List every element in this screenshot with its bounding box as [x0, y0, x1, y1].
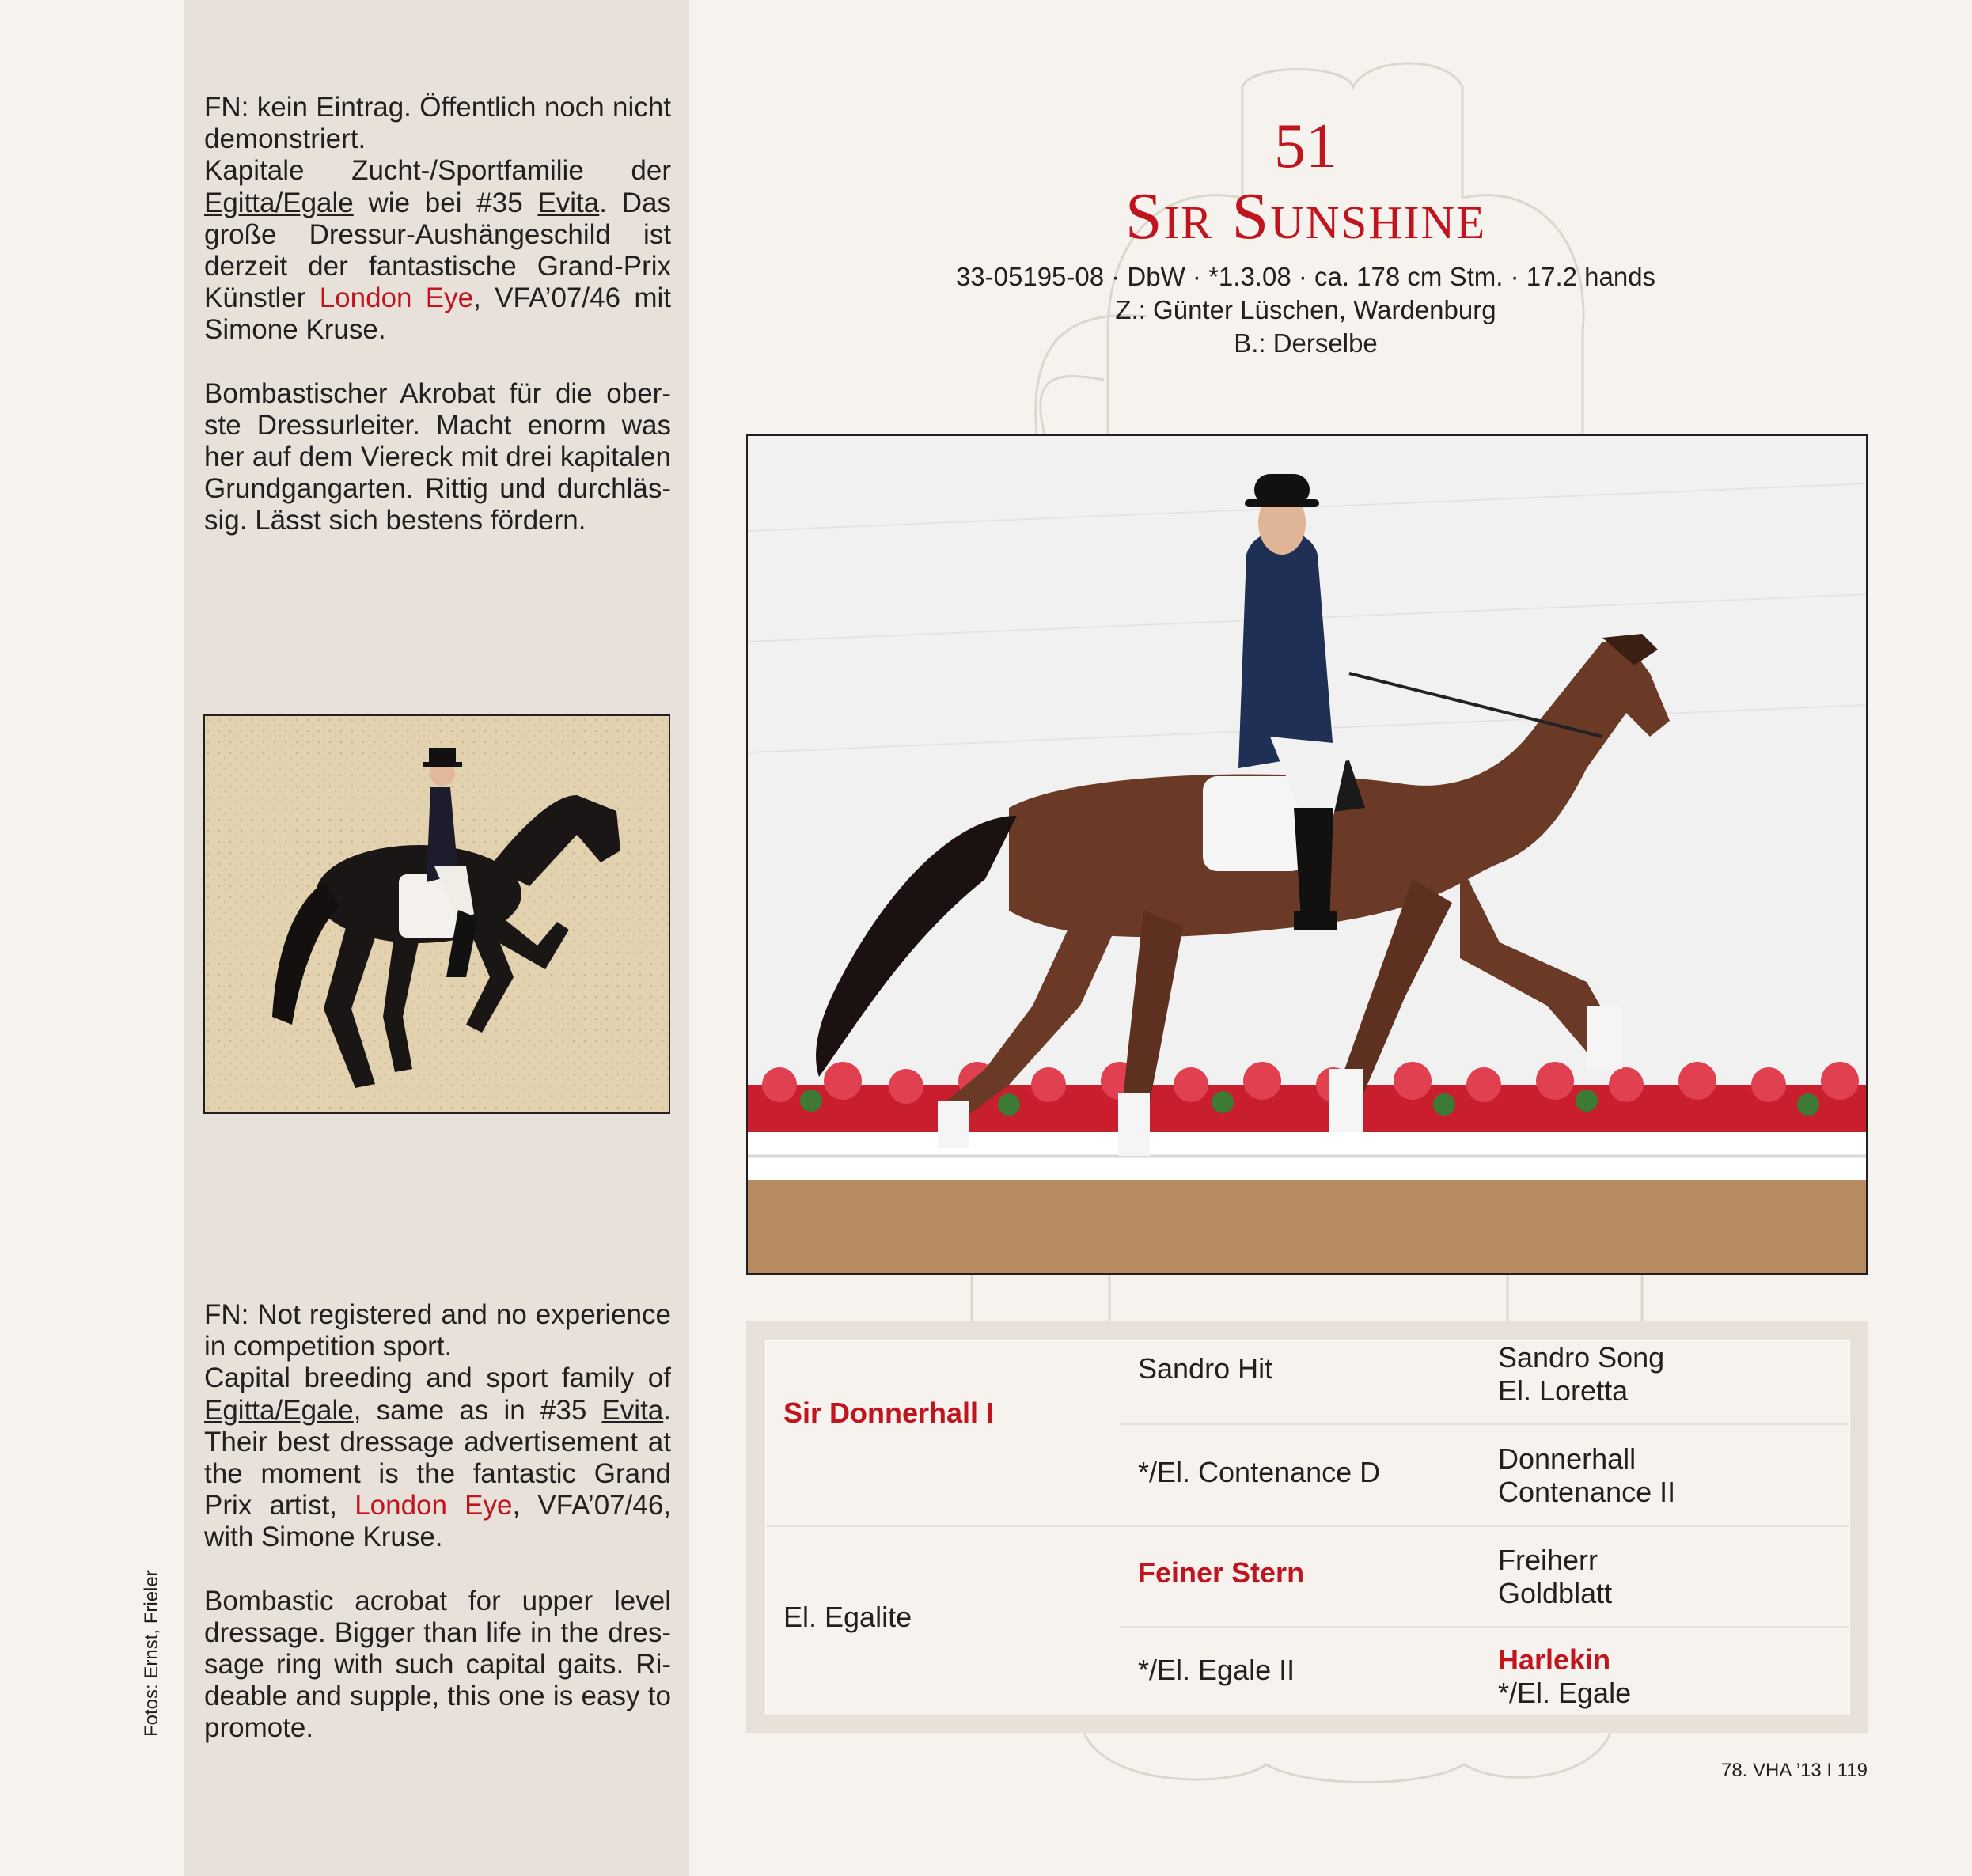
rider-photo-london-eye [203, 714, 670, 1114]
german-paragraph-2: Bombastischer Akrobat für die oberste Dressurleiter. Macht enorm was her auf dem Viereck mit drei kapitalen Grundgangarten. Rittig und durchlässig. Lässt sich bestens fördern. [204, 377, 671, 536]
owner: B.: Derselbe [1234, 328, 1378, 358]
pedigree-gen3-4: Harlekin */El. Egale [1498, 1643, 1632, 1709]
pedigree-sire-dam: */El. Contenance D [1138, 1456, 1381, 1488]
german-paragraph-1: FN: kein Eintrag. Öffentlich noch nicht demonstriert. Kapitale Zucht-/Sportfamilie der Egitta/Egale wie bei #35 Evita. Das große Dressur-Aushängeschild ist derzeit der fantastische Grand-Prix Künstler London Eye, VFA’07/46 mit Simone Kruse. [204, 92, 671, 346]
breeder: Z.: Günter Lüschen, Wardenburg [1115, 295, 1496, 324]
pedigree-table [746, 1321, 1868, 1733]
pedigree-gen3-2: Donnerhall Contenance II [1498, 1442, 1676, 1508]
pedigree-dam-sire: Feiner Stern [1138, 1556, 1305, 1589]
pedigree-divider [766, 1525, 1849, 1527]
link-evita[interactable]: Evita [537, 187, 600, 218]
horse-name: Sir Sunshine [1124, 180, 1487, 253]
pedigree-gen3-3: Freiherr Goldblatt [1498, 1544, 1613, 1609]
pedigree-grid [765, 1340, 1850, 1715]
german-description [204, 92, 671, 537]
english-paragraph-2: Bombastic acrobat for upper level dressage. Bigger than life in the dressage ring with such capital gaits. Rideable and supple, this one is easy to promote. [204, 1585, 671, 1744]
english-description [204, 1299, 671, 1745]
page-number: 78. VHA ’13 I 119 [1720, 1760, 1868, 1781]
english-paragraph-1: FN: Not registered and no experience in competition sport. Capital breeding and sport family of Egitta/Egale, same as in #35 Evita. Their best dressage advertisement at the moment is the fantastic Grand Prix artist, London Eye, VFA’07/46, with Simone Kruse. [204, 1299, 672, 1553]
pedigree-dam: El. Egalite [783, 1601, 912, 1633]
pedigree-sire-sire: Sandro Hit [1138, 1352, 1273, 1385]
link-egitta-egale-en[interactable]: Egitta/Egale [204, 1394, 354, 1426]
london-eye-highlight: London Eye [319, 282, 474, 314]
horse-details: 33-05195-08 · DbW · *1.3.08 · ca. 178 cm Stm. · 17.2 hands [955, 262, 1656, 291]
pedigree-sire: Sir Donnerhall I [783, 1397, 995, 1429]
link-evita-en[interactable]: Evita [601, 1394, 664, 1426]
pedigree-divider [1120, 1423, 1849, 1425]
lot-number: 51 [1274, 112, 1337, 181]
pedigree-divider [1120, 1626, 1849, 1628]
pedigree-dam-dam: */El. Egale II [1138, 1654, 1295, 1686]
pedigree-gen3-1: Sandro Song El. Loretta [1498, 1341, 1665, 1407]
photo-credit: Fotos: Ernst, Frieler [141, 1570, 162, 1737]
link-egitta-egale[interactable]: Egitta/Egale [204, 187, 354, 218]
london-eye-highlight-en: London Eye [355, 1490, 513, 1522]
main-horse-photo [746, 434, 1868, 1275]
